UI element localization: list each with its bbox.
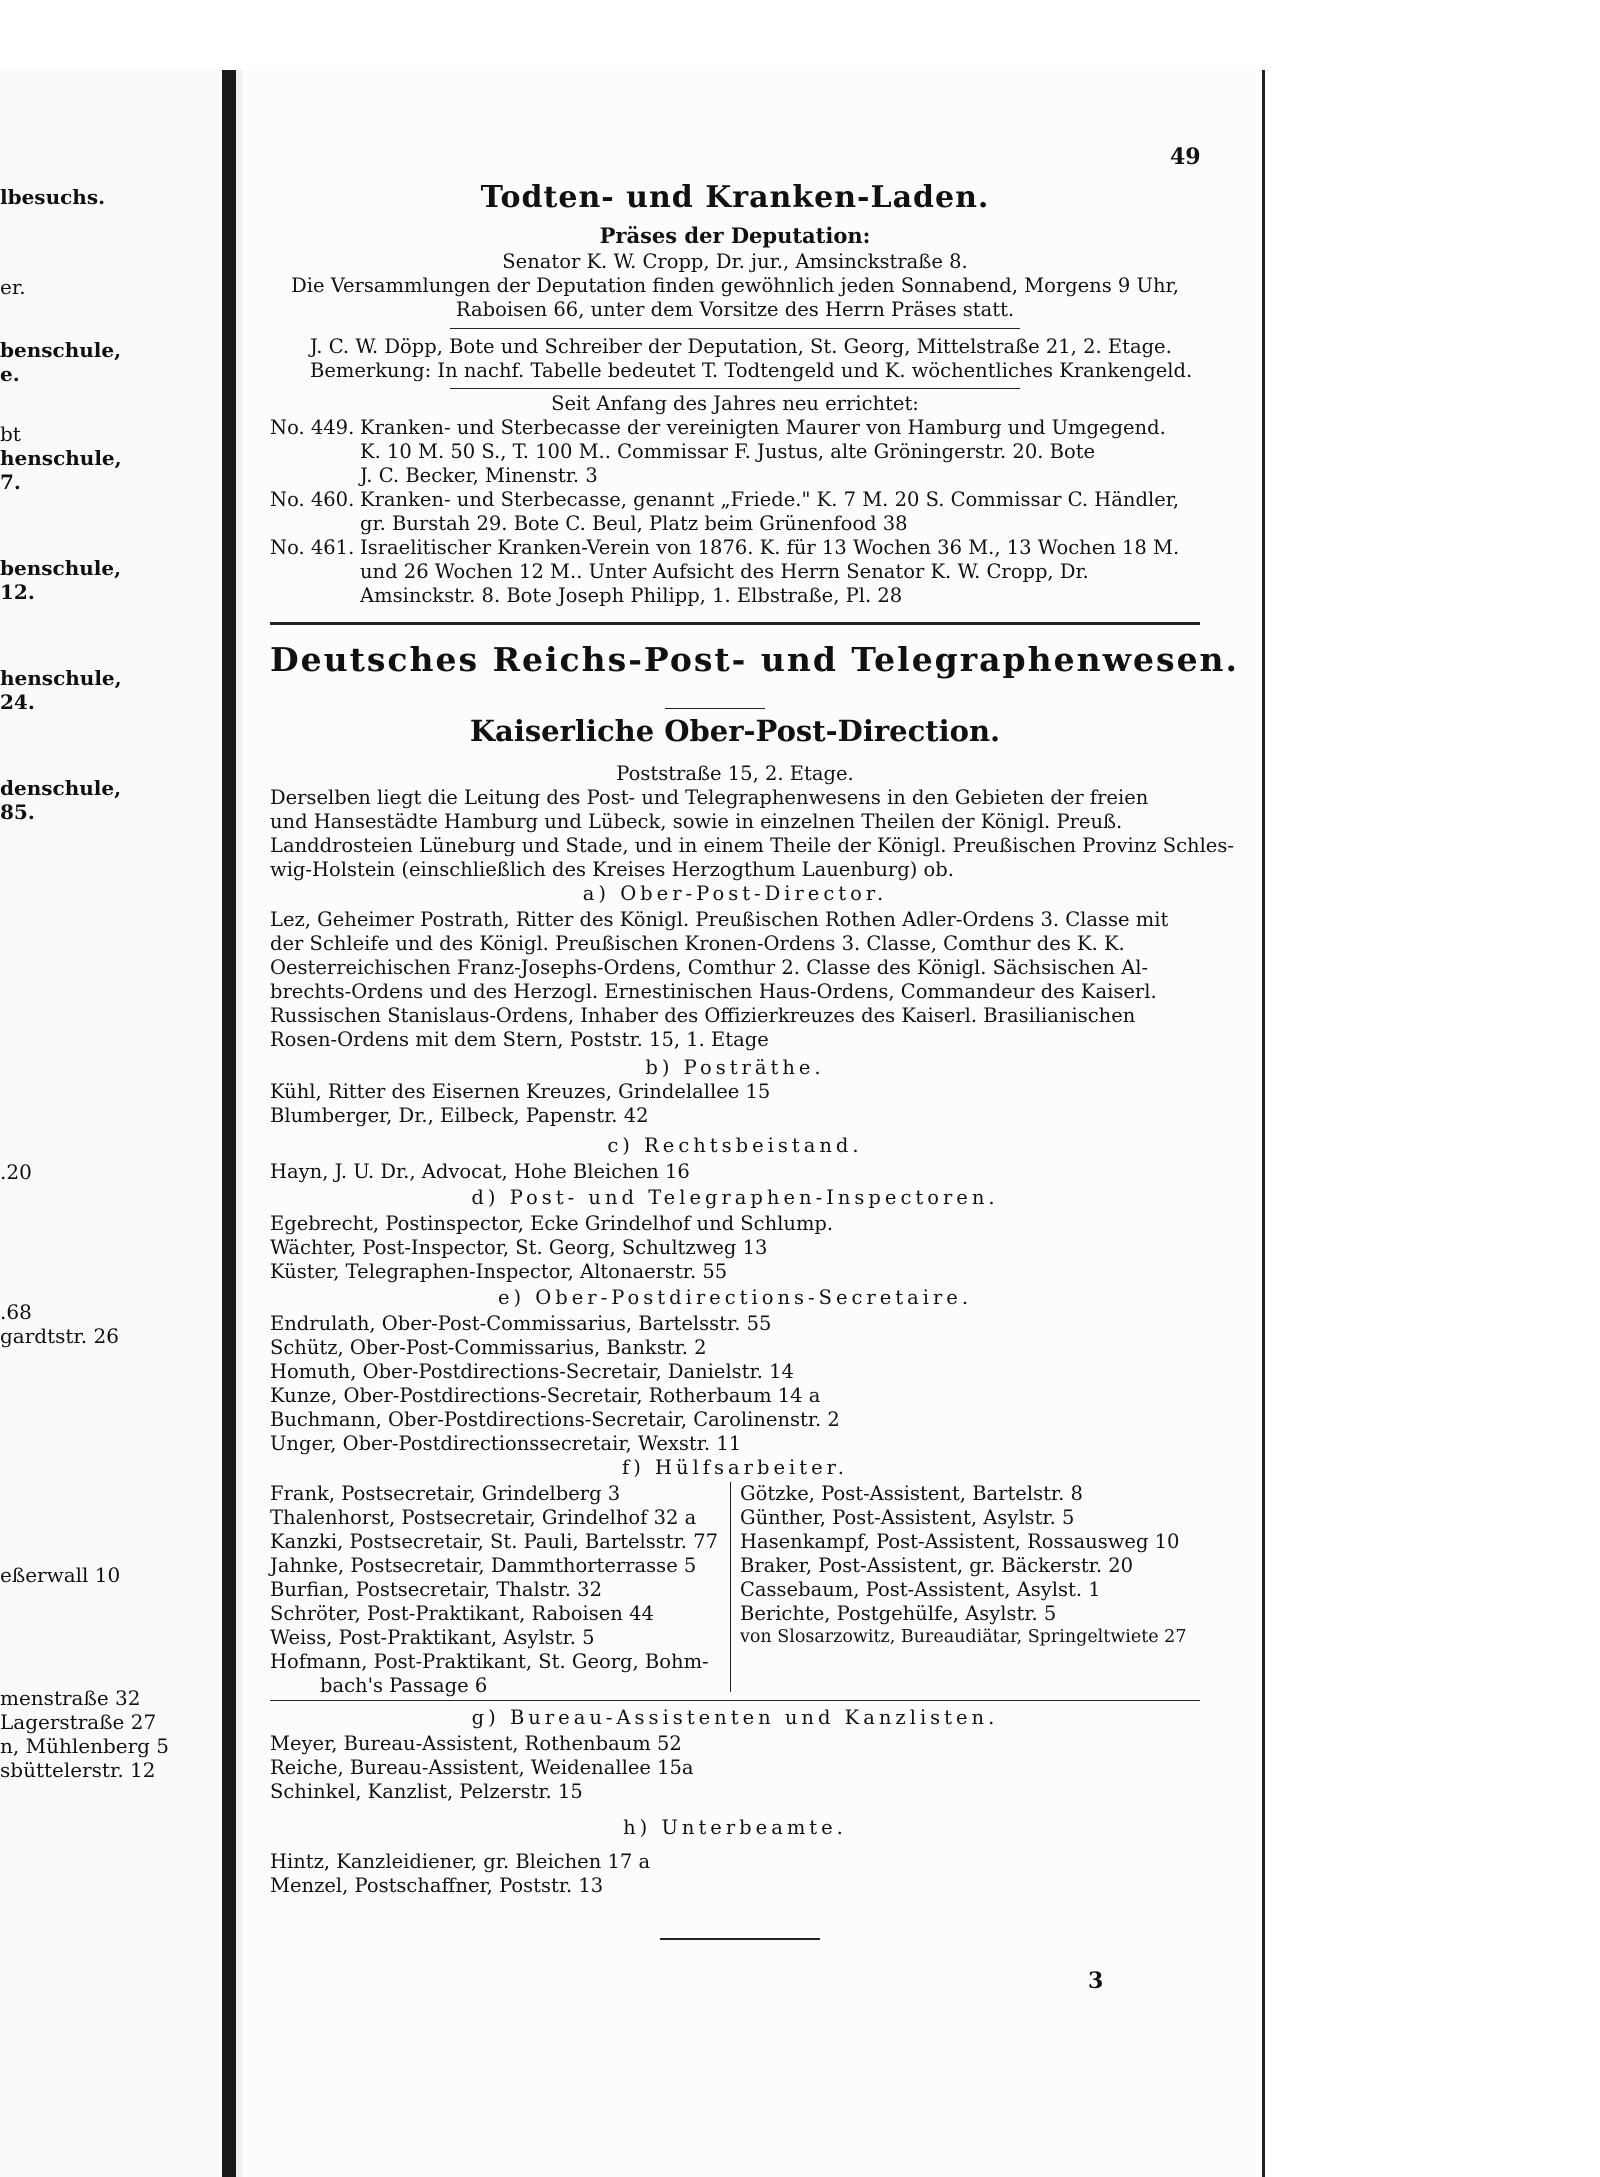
left-fragment: lbesuchs. [0, 185, 106, 209]
intro-line: Derselben liegt die Leitung des Post- und Telegraphenwesens in den Gebieten der freien [270, 786, 1149, 809]
left-fragment: henschule, [0, 446, 122, 470]
text-line: bach's Passage 6 [320, 1674, 488, 1697]
text-line: Homuth, Ober-Postdirections-Secretair, Danielstr. 14 [270, 1360, 794, 1383]
text-line: Berichte, Postgehülfe, Asylstr. 5 [740, 1602, 1057, 1625]
text-line: brechts-Ordens und des Herzogl. Ernestinischen Haus-Ordens, Commandeur des Kaiserl. [270, 980, 1157, 1003]
text-line: Blumberger, Dr., Eilbeck, Papenstr. 42 [270, 1104, 649, 1127]
meeting-line: Die Versammlungen der Deputation finden gewöhnlich jeden Sonnabend, Morgens 9 Uhr, [291, 274, 1179, 297]
entry-line: und 26 Wochen 12 M.. Unter Aufsicht des Herrn Senator K. W. Cropp, Dr. [360, 560, 1089, 583]
text-line: Schröter, Post-Praktikant, Raboisen 44 [270, 1602, 654, 1625]
text-line: Hasenkampf, Post-Assistent, Rossausweg 10 [740, 1530, 1180, 1553]
text-line: Kunze, Ober-Postdirections-Secretair, Rotherbaum 14 a [270, 1384, 821, 1407]
text-line: Reiche, Bureau-Assistent, Weidenallee 15a [270, 1756, 694, 1779]
text-line: Lez, Geheimer Postrath, Ritter des Königl. Preußischen Rothen Adler-Ordens 3. Classe mit [270, 908, 1169, 931]
entry-number: No. 460. [270, 488, 355, 511]
column-divider [730, 1482, 731, 1692]
left-fragment: 24. [0, 690, 35, 714]
left-fragment: 85. [0, 800, 35, 824]
left-fragment: 12. [0, 580, 35, 604]
senator-line: Senator K. W. Cropp, Dr. jur., Amsinckstraße 8. [502, 250, 968, 273]
left-fragment: eßerwall 10 [0, 1563, 121, 1587]
seit-anfang-line: Seit Anfang des Jahres neu errichtet: [551, 392, 919, 415]
subsection-heading: c) Rechtsbeistand. [607, 1134, 863, 1157]
section-title-todtenladen: Todten- und Kranken-Laden. [480, 180, 990, 215]
text-line: Unger, Ober-Postdirectionssecretair, Wexstr. 11 [270, 1432, 742, 1455]
entry-line: gr. Burstah 29. Bote C. Beul, Platz beim Grünenfood 38 [360, 512, 908, 535]
text-line: Wächter, Post-Inspector, St. Georg, Schultzweg 13 [270, 1236, 768, 1259]
text-line: Burfian, Postsecretair, Thalstr. 32 [270, 1578, 602, 1601]
signature-mark: 3 [1088, 1968, 1104, 1994]
subsection-heading: g) Bureau-Assistenten und Kanzlisten. [471, 1706, 999, 1729]
text-line: Schütz, Ober-Post-Commissarius, Bankstr. 2 [270, 1336, 707, 1359]
deputation-subtitle: Präses der Deputation: [599, 223, 871, 248]
text-line: Frank, Postsecretair, Grindelberg 3 [270, 1482, 621, 1505]
text-line: Braker, Post-Assistent, gr. Bäckerstr. 20 [740, 1554, 1134, 1577]
left-page [0, 70, 222, 2177]
text-line: Menzel, Postschaffner, Poststr. 13 [270, 1874, 604, 1897]
list-item [270, 536, 1200, 608]
sub-section-title: Kaiserliche Ober-Post-Direction. [469, 714, 1001, 748]
text-line: Weiss, Post-Praktikant, Asylstr. 5 [270, 1626, 595, 1649]
end-divider [660, 1938, 820, 1940]
address-line: Poststraße 15, 2. Etage. [616, 762, 854, 785]
text-line: Hintz, Kanzleidiener, gr. Bleichen 17 a [270, 1850, 651, 1873]
intro-line: und Hansestädte Hamburg und Lübeck, sowie in einzelnen Theilen der Königl. Preuß. [270, 810, 1123, 833]
page-gutter [222, 70, 236, 2177]
left-fragment: .20 [0, 1160, 32, 1184]
text-line: Schinkel, Kanzlist, Pelzerstr. 15 [270, 1780, 583, 1803]
page-number: 49 [1170, 144, 1201, 170]
entry-number: No. 461. [270, 536, 355, 559]
bote-line: J. C. W. Döpp, Bote und Schreiber der Deputation, St. Georg, Mittelstraße 21, 2. Etage. [310, 335, 1172, 358]
right-page [242, 70, 1265, 2177]
section-title-reichspost: Deutsches Reichs-Post- und Telegraphenwesen. [270, 640, 1240, 679]
text-line: Kühl, Ritter des Eisernen Kreuzes, Grindelallee 15 [270, 1080, 771, 1103]
subsection-heading: d) Post- und Telegraphen-Inspectoren. [471, 1186, 999, 1209]
divider [665, 708, 765, 709]
text-line: Hofmann, Post-Praktikant, St. Georg, Bohm- [270, 1650, 709, 1673]
left-fragment: n, Mühlenberg 5 [0, 1734, 170, 1758]
entry-line: Kranken- und Sterbecasse, genannt „Friede." K. 7 M. 20 S. Commissar C. Händler, [360, 488, 1180, 511]
entry-line: Amsinckstr. 8. Bote Joseph Philipp, 1. Elbstraße, Pl. 28 [360, 584, 903, 607]
subsection-heading: e) Ober-Postdirections-Secretaire. [497, 1286, 973, 1309]
entry-line: Israelitischer Kranken-Verein von 1876. K. für 13 Wochen 36 M., 13 Wochen 18 M. [360, 536, 1180, 559]
left-fragment: benschule, [0, 338, 122, 362]
text-line: Kanzki, Postsecretair, St. Pauli, Bartelsstr. 77 [270, 1530, 719, 1553]
text-line: Cassebaum, Post-Assistent, Asylst. 1 [740, 1578, 1101, 1601]
meeting-line: Raboisen 66, unter dem Vorsitze des Herrn Präses statt. [455, 298, 1015, 321]
divider [270, 1700, 1200, 1701]
text-line: der Schleife und des Königl. Preußischen Kronen-Ordens 3. Classe, Comthur des K. K. [270, 932, 1125, 955]
text-line: Rosen-Ordens mit dem Stern, Poststr. 15, 1. Etage [270, 1028, 769, 1051]
left-fragment: .68 [0, 1300, 32, 1324]
top-margin [0, 0, 1236, 70]
text-line: Hayn, J. U. Dr., Advocat, Hohe Bleichen 16 [270, 1160, 690, 1183]
entry-line: Kranken- und Sterbecasse der vereinigten Maurer von Hamburg und Umgegend. [360, 416, 1166, 439]
text-line: Egebrecht, Postinspector, Ecke Grindelhof und Schlump. [270, 1212, 834, 1235]
left-fragment: henschule, [0, 666, 122, 690]
text-line: Götzke, Post-Assistent, Bartelstr. 8 [740, 1482, 1083, 1505]
left-fragment: bt [0, 422, 21, 446]
left-fragment: 7. [0, 470, 21, 494]
divider [450, 388, 1020, 389]
left-fragment: denschule, [0, 776, 122, 800]
intro-line: Landdrosteien Lüneburg und Stade, und in einem Theile der Königl. Preußischen Provinz Schles- [270, 834, 1234, 857]
left-fragment: er. [0, 275, 26, 299]
section-divider [270, 622, 1200, 625]
text-line: von Slosarzowitz, Bureaudiätar, Springeltwiete 27 [740, 1627, 1187, 1647]
list-item [270, 416, 1200, 488]
left-fragment: Lagerstraße 27 [0, 1710, 157, 1734]
list-item [270, 488, 1200, 536]
text-line: Buchmann, Ober-Postdirections-Secretair, Carolinenstr. 2 [270, 1408, 840, 1431]
text-line: Oesterreichischen Franz-Josephs-Ordens, Comthur 2. Classe des Königl. Sächsischen Al- [270, 956, 1149, 979]
text-line: Günther, Post-Assistent, Asylstr. 5 [740, 1506, 1075, 1529]
left-fragment: e. [0, 362, 20, 386]
subsection-heading: f) Hülfsarbeiter. [621, 1456, 848, 1479]
subsection-heading: h) Unterbeamte. [623, 1816, 847, 1839]
bemerkung-line: Bemerkung: In nachf. Tabelle bedeutet T. Todtengeld und K. wöchentliches Krankengeld. [310, 359, 1193, 382]
intro-line: wig-Holstein (einschließlich des Kreises Herzogthum Lauenburg) ob. [270, 858, 954, 881]
entry-line: K. 10 M. 50 S., T. 100 M.. Commissar F. Justus, alte Gröningerstr. 20. Bote [360, 440, 1096, 463]
left-fragment: benschule, [0, 556, 122, 580]
subsection-heading: a) Ober-Post-Director. [582, 882, 888, 905]
text-line: Russischen Stanislaus-Ordens, Inhaber des Offizierkreuzes des Kaiserl. Brasilianischen [270, 1004, 1136, 1027]
subsection-heading: b) Posträthe. [645, 1056, 825, 1079]
left-fragment: gardtstr. 26 [0, 1324, 119, 1348]
text-line: Meyer, Bureau-Assistent, Rothenbaum 52 [270, 1732, 682, 1755]
text-line: Küster, Telegraphen-Inspector, Altonaerstr. 55 [270, 1260, 728, 1283]
entry-number: No. 449. [270, 416, 355, 439]
left-fragment: menstraße 32 [0, 1686, 141, 1710]
entry-line: J. C. Becker, Minenstr. 3 [360, 464, 598, 487]
text-line: Thalenhorst, Postsecretair, Grindelhof 32 a [270, 1506, 697, 1529]
text-line: Jahnke, Postsecretair, Dammthorterrasse 5 [270, 1554, 697, 1577]
divider [450, 328, 1020, 329]
left-fragment: sbüttelerstr. 12 [0, 1758, 156, 1782]
text-line: Endrulath, Ober-Post-Commissarius, Bartelsstr. 55 [270, 1312, 772, 1335]
